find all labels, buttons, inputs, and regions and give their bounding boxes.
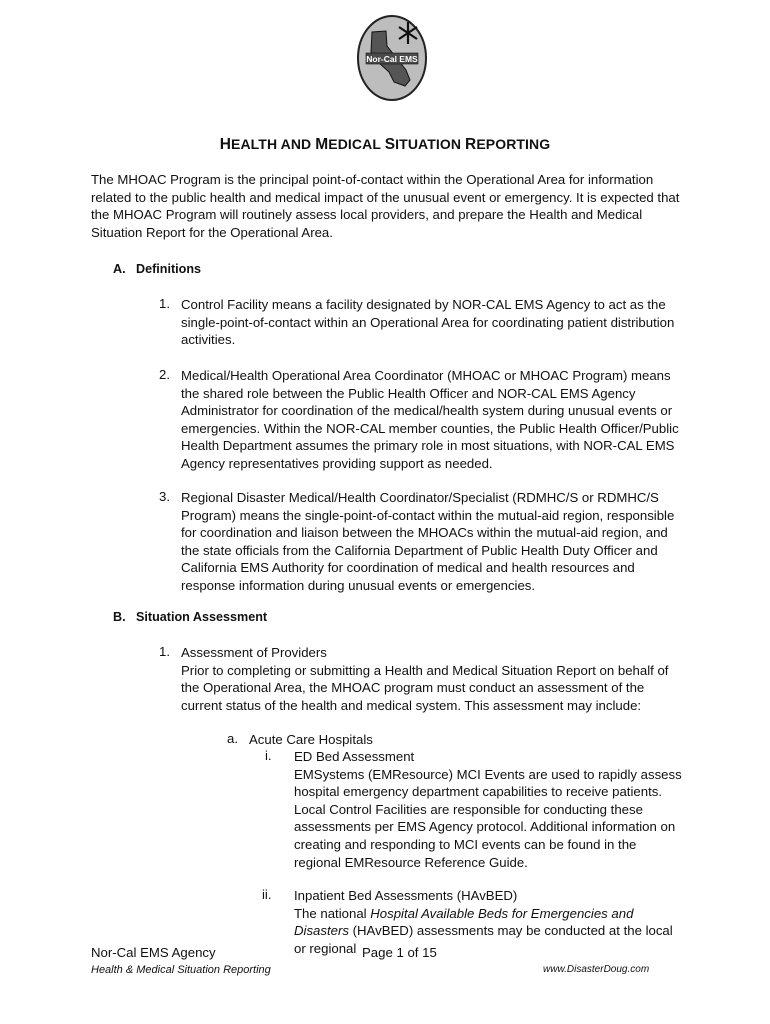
logo-text: Nor-Cal EMS bbox=[366, 54, 418, 64]
assessment-of-providers bbox=[181, 644, 681, 714]
section-a-title: Definitions bbox=[136, 262, 202, 276]
definition-number: 2. bbox=[159, 367, 170, 382]
footer-agency: Nor-Cal EMS Agency bbox=[91, 945, 216, 960]
intro-paragraph: The MHOAC Program is the principal point-of-contact within the Operational Area for information related to the public health and medical impact of the unusual event or emergency. It is expected that the MHOAC Program will routinely assess local providers, and prepare the Health and Medical Situation Report for the Operational Area. bbox=[91, 172, 680, 240]
assessment-text: Prior to completing or submitting a Health and Medical Situation Report on behalf of the Operational Area, the MHOAC program must conduct an assessment of the current status of the health and medical system. This assessment may include: bbox=[181, 662, 669, 713]
footer-website: www.DisasterDoug.com bbox=[543, 964, 650, 975]
section-b-title: Situation Assessment bbox=[136, 610, 268, 624]
ed-text: EMSystems (EMResource) MCI Events are used to rapidly assess hospital emergency department capabilities to receive patients. Local Control Facilities are responsible for conducting these assessments per EMS Agency protocol. Additional information on creating and responding to MCI events can be found in the regional EMResource Reference Guide. bbox=[294, 766, 682, 870]
acute-care-title: Acute Care Hospitals bbox=[249, 732, 373, 747]
definition-number: 1. bbox=[159, 296, 170, 311]
definition-mhoac: Medical/Health Operational Area Coordinator (MHOAC or MHOAC Program) means the shared role between the Public Health Officer and NOR-CAL EMS Agency Administrator for coordination of the medical/health system during unusual events or emergencies. Within the NOR-CAL member counties, the Public Health Officer/Public Health Department assumes the primary role in most situations, with NOR-CAL EMS Agency representatives providing support as needed. bbox=[181, 368, 679, 471]
inpatient-heading: Inpatient Bed Assessments (HAvBED) bbox=[294, 888, 518, 903]
inpatient-text: The national Hospital Available Beds for Emergencies and Disasters (HAvBED) assessments may be conducted at the local or regional bbox=[294, 905, 673, 956]
acute-care-label: a. bbox=[227, 731, 238, 746]
footer-document-title: Health & Medical Situation Reporting bbox=[91, 964, 271, 976]
section-b-label: B. bbox=[113, 610, 126, 624]
ed-heading: ED Bed Assessment bbox=[294, 749, 415, 764]
inpatient-number: ii. bbox=[262, 887, 272, 902]
inpatient-bed-assessment bbox=[294, 887, 684, 957]
definition-number: 3. bbox=[159, 489, 170, 504]
assessment-heading: Assessment of Providers bbox=[181, 645, 327, 660]
definition-rdmhc: Regional Disaster Medical/Health Coordinator/Specialist (RDMHC/S or RDMHC/S Program) means the single-point-of-contact within the mutual-aid region, responsible for coordination and liaison between the MHOACs within the mutual-aid region, and the state officials from the California Department of Public Health Duty Officer and California EMS Authority for coordination of medical and health resources and response information during unusual events or emergencies. bbox=[181, 490, 675, 593]
definition-control-facility: Control Facility means a facility designated by NOR-CAL EMS Agency to act as the single-point-of-contact within an Operational Area for coordinating patient distribution activities. bbox=[181, 297, 675, 348]
section-a-label: A. bbox=[113, 262, 126, 276]
page-title: HEALTH AND MEDICAL SITUATION REPORTING bbox=[219, 136, 551, 153]
assessment-number: 1. bbox=[159, 644, 170, 659]
ed-number: i. bbox=[265, 748, 272, 763]
footer-page-number: Page 1 of 15 bbox=[362, 945, 437, 960]
ed-bed-assessment bbox=[294, 748, 684, 871]
nor-cal-ems-logo bbox=[356, 14, 428, 102]
